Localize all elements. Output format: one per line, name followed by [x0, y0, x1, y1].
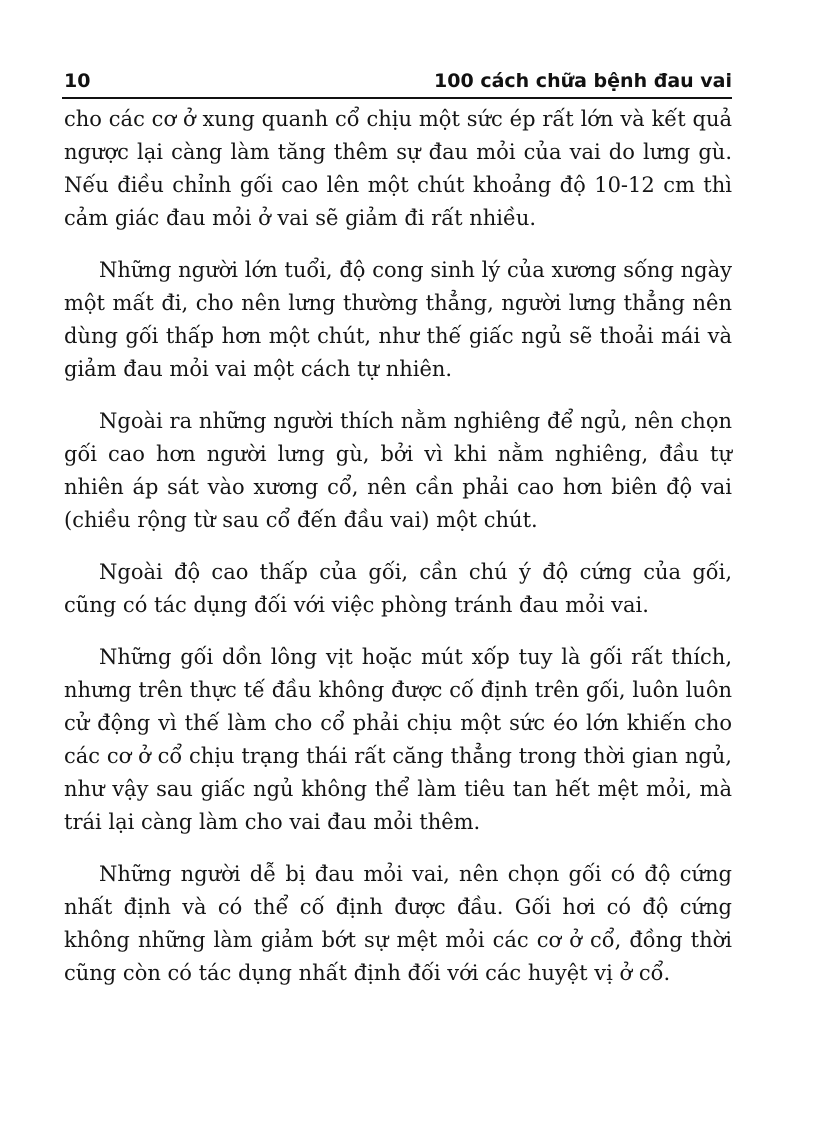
running-title: 100 cách chữa bệnh đau vai — [434, 70, 732, 92]
page-number: 10 — [64, 70, 91, 92]
paragraph-6: Những người dễ bị đau mỏi vai, nên chọn gối có độ cứng nhất định và có thể cố định được đầu. Gối hơi có độ cứng không những làm giảm bớt sự mệt mỏi các cơ ở cổ, đồng thời cũng còn có tác dụng nhất định đối với các huyệt vị ở cổ. — [64, 862, 732, 985]
paragraph-2: Những người lớn tuổi, độ cong sinh lý của xương sống ngày một mất đi, cho nên lưng thường thẳng, người lưng thẳng nên dùng gối thấp hơn một chút, như thế giấc ngủ sẽ thoải mái và giảm đau mỏi vai một cách tự nhiên. — [64, 258, 732, 381]
body-text — [64, 103, 732, 1009]
header-rule — [62, 97, 732, 99]
paragraph-4: Ngoài độ cao thấp của gối, cần chú ý độ cứng của gối, cũng có tác dụng đối với việc phòng tránh đau mỏi vai. — [64, 560, 732, 617]
paragraph-5: Những gối dồn lông vịt hoặc mút xốp tuy là gối rất thích, nhưng trên thực tế đầu không được cố định trên gối, luôn luôn cử động vì thế làm cho cổ phải chịu một sức éo lớn khiến cho các cơ ở cổ chịu trạng thái rất căng thẳng trong thời gian ngủ, như vậy sau giấc ngủ không thể làm tiêu tan hết mệt mỏi, mà trái lại càng làm cho vai đau mỏi thêm. — [64, 645, 732, 834]
paragraph-1: cho các cơ ở xung quanh cổ chịu một sức ép rất lớn và kết quả ngược lại càng làm tăng thêm sự đau mỏi của vai do lưng gù. Nếu điều chỉnh gối cao lên một chút khoảng độ 10-12 cm thì cảm giác đau mỏi ở vai sẽ giảm đi rất nhiều. — [64, 107, 732, 230]
paragraph-3: Ngoài ra những người thích nằm nghiêng để ngủ, nên chọn gối cao hơn người lưng gù, bởi vì khi nằm nghiêng, đầu tự nhiên áp sát vào xương cổ, nên cần phải cao hơn biên độ vai (chiều rộng từ sau cổ đến đầu vai) một chút. — [64, 409, 732, 532]
page-header — [64, 66, 732, 96]
